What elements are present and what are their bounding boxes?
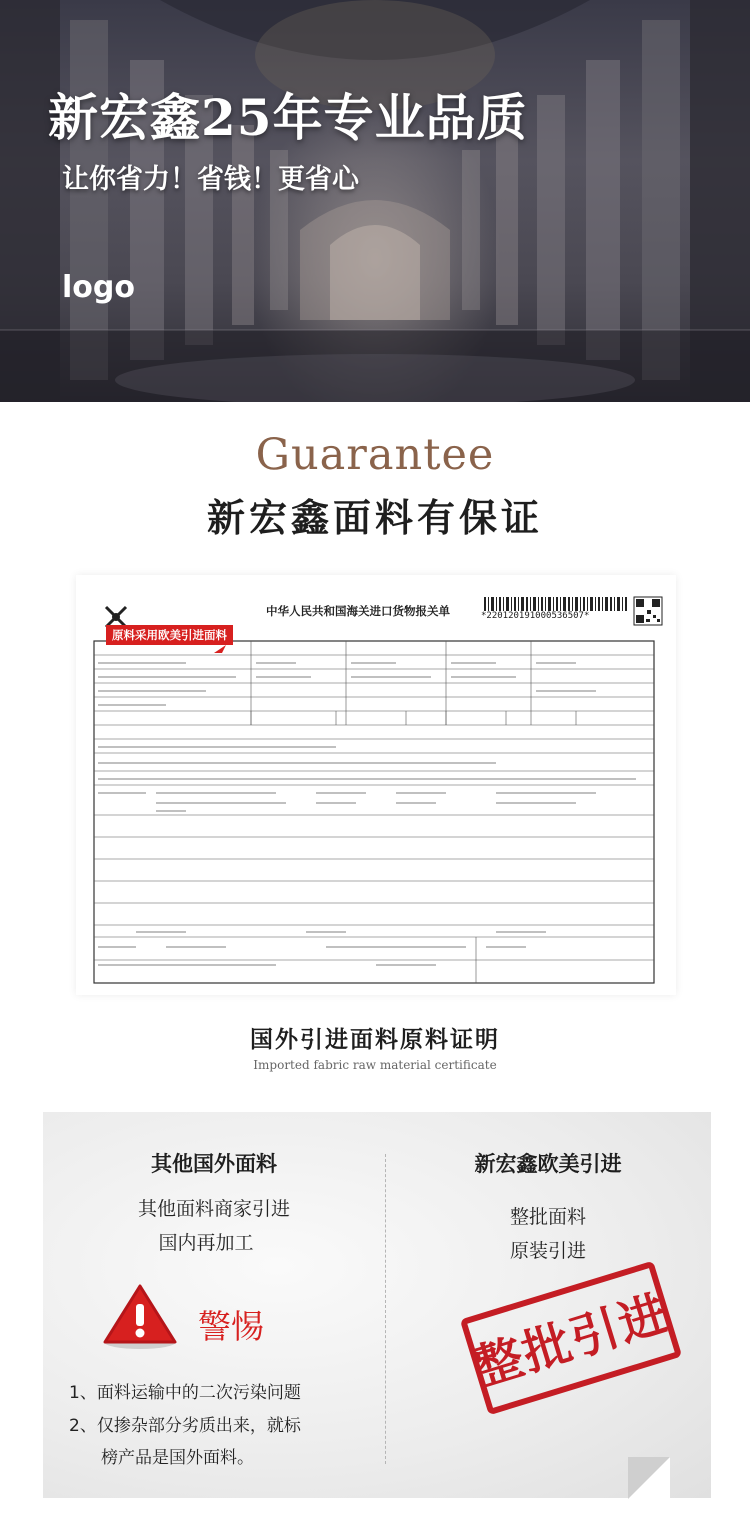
- logo: logo: [62, 270, 135, 305]
- note-3: 榜产品是国外面料。: [101, 1448, 254, 1468]
- other-fabric-heading: 其他国外面料: [151, 1152, 277, 1176]
- hero-title: 新宏鑫25年专业品质: [48, 88, 528, 147]
- page-curl-decoration: [628, 1457, 670, 1499]
- certificate-caption-en: Imported fabric raw material certificate: [253, 1058, 497, 1072]
- note-1: 1、面料运输中的二次污染问题: [69, 1383, 301, 1403]
- other-fabric-line-1: 其他面料商家引进: [137, 1198, 290, 1220]
- warning-text: 警惕: [198, 1307, 264, 1346]
- comparison-divider: [385, 1154, 386, 1464]
- guarantee-heading-cn: 新宏鑫面料有保证: [206, 495, 543, 540]
- warning-icon: [101, 1280, 179, 1352]
- customs-declaration-image: [76, 575, 676, 995]
- customs-emblem-icon: [106, 607, 126, 627]
- hero-banner: [0, 0, 750, 402]
- stamp-text: 整批引进: [468, 1284, 676, 1397]
- xinhongxin-import-heading: 新宏鑫欧美引进: [474, 1152, 622, 1176]
- customs-form-title: 中华人民共和国海关进口货物报关单: [266, 604, 450, 618]
- xinhongxin-line-2: 原装引进: [509, 1240, 586, 1262]
- barcode-icon: [484, 597, 627, 611]
- palace-hall-background: [0, 0, 750, 402]
- qr-code-icon: [634, 597, 662, 625]
- imported-fabric-label: 原料采用欧美引进面料: [106, 625, 233, 645]
- certificate-caption-cn: 国外引进面料原料证明: [250, 1027, 500, 1053]
- xinhongxin-line-1: 整批面料: [509, 1206, 586, 1228]
- barcode-number: *220120191000536507*: [481, 611, 590, 621]
- guarantee-heading-en: Guarantee: [255, 430, 495, 480]
- hero-subtitle: 让你省力！省钱！更省心: [62, 164, 359, 195]
- comparison-panel: [43, 1112, 711, 1498]
- bulk-import-stamp: [460, 1261, 682, 1416]
- note-2: 2、仅掺杂部分劣质出来，就标: [69, 1416, 301, 1436]
- other-fabric-line-2: 国内再加工: [158, 1232, 254, 1254]
